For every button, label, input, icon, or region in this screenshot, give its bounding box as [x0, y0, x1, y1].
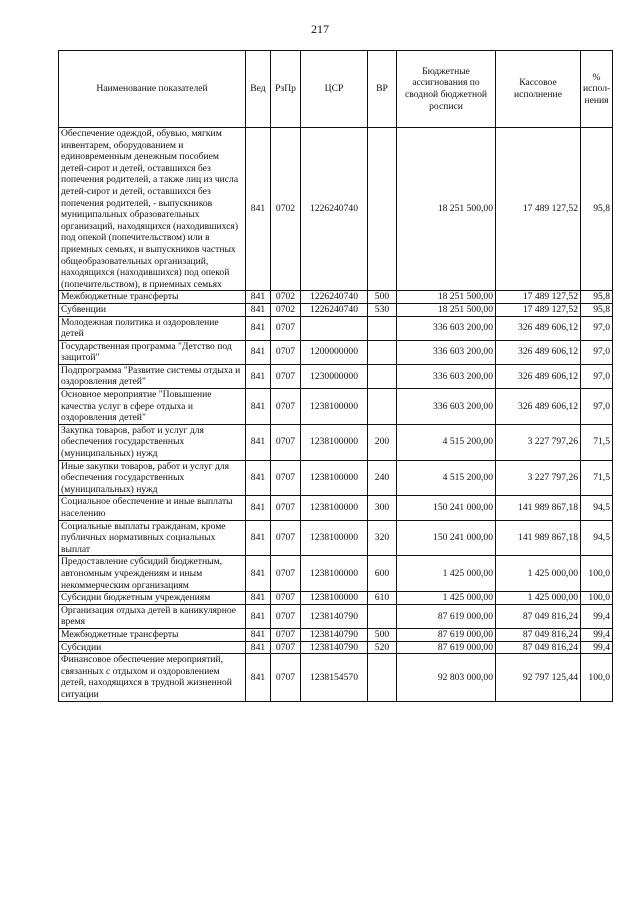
cell-name: Закупка товаров, работ и услуг для обеспечения государственных (муниципальных) нужд — [59, 424, 246, 460]
table-header — [59, 51, 613, 128]
cell-rzpr: 0702 — [271, 303, 301, 316]
table-row — [59, 604, 613, 628]
cell-cash: 326 489 606,12 — [496, 340, 581, 364]
cell-vr — [368, 604, 397, 628]
header-csr: ЦСР — [301, 51, 368, 128]
cell-budget: 336 603 200,00 — [397, 389, 496, 425]
cell-vr — [368, 654, 397, 701]
cell-csr: 1238154570 — [301, 654, 368, 701]
cell-rzpr: 0707 — [271, 628, 301, 641]
cell-name: Субвенции — [59, 303, 246, 316]
table-row — [59, 424, 613, 460]
table-row — [59, 628, 613, 641]
cell-cash: 1 425 000,00 — [496, 556, 581, 592]
cell-vr: 610 — [368, 592, 397, 605]
cell-ved: 841 — [246, 496, 271, 520]
cell-pct: 95,8 — [581, 303, 613, 316]
cell-csr: 1238100000 — [301, 460, 368, 496]
cell-vr — [368, 389, 397, 425]
cell-cash: 3 227 797,26 — [496, 460, 581, 496]
cell-budget: 4 515 200,00 — [397, 460, 496, 496]
cell-name: Иные закупки товаров, работ и услуг для обеспечения государственных (муниципальных) нужд — [59, 460, 246, 496]
cell-budget: 336 603 200,00 — [397, 364, 496, 388]
cell-rzpr: 0707 — [271, 641, 301, 654]
cell-name: Межбюджетные трансферты — [59, 291, 246, 304]
cell-csr: 1226240740 — [301, 128, 368, 291]
cell-rzpr: 0707 — [271, 654, 301, 701]
cell-ved: 841 — [246, 291, 271, 304]
cell-budget: 1 425 000,00 — [397, 556, 496, 592]
cell-vr: 530 — [368, 303, 397, 316]
cell-cash: 92 797 125,44 — [496, 654, 581, 701]
cell-pct: 95,8 — [581, 128, 613, 291]
cell-pct: 100,0 — [581, 654, 613, 701]
cell-rzpr: 0707 — [271, 520, 301, 556]
cell-csr: 1226240740 — [301, 303, 368, 316]
cell-ved: 841 — [246, 364, 271, 388]
cell-vr: 300 — [368, 496, 397, 520]
cell-ved: 841 — [246, 303, 271, 316]
cell-cash: 87 049 816,24 — [496, 628, 581, 641]
header-budget: Бюджетные ассигнования по сводной бюджетной росписи — [397, 51, 496, 128]
cell-name: Подпрограмма "Развитие системы отдыха и оздоровления детей" — [59, 364, 246, 388]
header-ved: Вед — [246, 51, 271, 128]
cell-vr: 200 — [368, 424, 397, 460]
cell-rzpr: 0707 — [271, 556, 301, 592]
cell-rzpr: 0707 — [271, 604, 301, 628]
cell-ved: 841 — [246, 520, 271, 556]
budget-table — [58, 50, 613, 702]
cell-vr: 520 — [368, 641, 397, 654]
table-row — [59, 592, 613, 605]
cell-pct: 99,4 — [581, 641, 613, 654]
cell-ved: 841 — [246, 628, 271, 641]
cell-budget: 87 619 000,00 — [397, 604, 496, 628]
cell-name: Межбюджетные трансферты — [59, 628, 246, 641]
cell-vr: 500 — [368, 628, 397, 641]
cell-pct: 71,5 — [581, 460, 613, 496]
cell-rzpr: 0707 — [271, 340, 301, 364]
cell-csr: 1230000000 — [301, 364, 368, 388]
cell-ved: 841 — [246, 604, 271, 628]
cell-ved: 841 — [246, 340, 271, 364]
header-pct: % испол-нения — [581, 51, 613, 128]
cell-vr — [368, 128, 397, 291]
cell-cash: 3 227 797,26 — [496, 424, 581, 460]
cell-ved: 841 — [246, 389, 271, 425]
cell-cash: 17 489 127,52 — [496, 303, 581, 316]
header-rzpr: РзПр — [271, 51, 301, 128]
cell-budget: 1 425 000,00 — [397, 592, 496, 605]
table-row — [59, 654, 613, 701]
cell-csr: 1200000000 — [301, 340, 368, 364]
cell-cash: 17 489 127,52 — [496, 291, 581, 304]
cell-csr: 1226240740 — [301, 291, 368, 304]
cell-pct: 99,4 — [581, 628, 613, 641]
cell-name: Социальные выплаты гражданам, кроме публичных нормативных социальных выплат — [59, 520, 246, 556]
table-row — [59, 291, 613, 304]
cell-cash: 87 049 816,24 — [496, 641, 581, 654]
table-row — [59, 460, 613, 496]
cell-budget: 87 619 000,00 — [397, 641, 496, 654]
cell-pct: 100,0 — [581, 592, 613, 605]
cell-ved: 841 — [246, 556, 271, 592]
cell-pct: 71,5 — [581, 424, 613, 460]
cell-rzpr: 0707 — [271, 316, 301, 340]
table-row — [59, 556, 613, 592]
table-row — [59, 316, 613, 340]
cell-ved: 841 — [246, 460, 271, 496]
cell-budget: 336 603 200,00 — [397, 316, 496, 340]
table-row — [59, 340, 613, 364]
cell-rzpr: 0702 — [271, 291, 301, 304]
table-row — [59, 389, 613, 425]
table-row — [59, 128, 613, 291]
cell-name: Социальное обеспечение и иные выплаты населению — [59, 496, 246, 520]
cell-pct: 97,0 — [581, 316, 613, 340]
cell-budget: 336 603 200,00 — [397, 340, 496, 364]
cell-pct: 94,5 — [581, 496, 613, 520]
cell-ved: 841 — [246, 654, 271, 701]
cell-ved: 841 — [246, 424, 271, 460]
cell-budget: 92 803 000,00 — [397, 654, 496, 701]
cell-budget: 150 241 000,00 — [397, 496, 496, 520]
cell-cash: 141 989 867,18 — [496, 520, 581, 556]
cell-vr — [368, 340, 397, 364]
cell-cash: 1 425 000,00 — [496, 592, 581, 605]
table-row — [59, 303, 613, 316]
cell-csr: 1238100000 — [301, 424, 368, 460]
cell-csr: 1238100000 — [301, 592, 368, 605]
cell-pct: 97,0 — [581, 389, 613, 425]
cell-cash: 87 049 816,24 — [496, 604, 581, 628]
cell-cash: 141 989 867,18 — [496, 496, 581, 520]
cell-cash: 326 489 606,12 — [496, 389, 581, 425]
cell-name: Субсидии бюджетным учреждениям — [59, 592, 246, 605]
cell-name: Обеспечение одеждой, обувью, мягким инвентарем, оборудованием и единовременным денежным пособием детей-сирот и детей, оставшихся без попечения родителей, а также лиц из числа детей-сирот и детей, оставшихся без попечения родителей, - выпускников муниципальных образовательных организаций, находящихся (находившихся) под опекой (попечительством) или в приемных семьях, и выпускников частных общеобразовательных организаций, находящихся (находившихся) под опекой (попечительством), в приемных семьях — [59, 128, 246, 291]
cell-vr: 600 — [368, 556, 397, 592]
cell-name: Финансовое обеспечение мероприятий, связанных с отдыхом и оздоровлением детей, находящихся в трудной жизненной ситуации — [59, 654, 246, 701]
cell-pct: 95,8 — [581, 291, 613, 304]
cell-vr: 500 — [368, 291, 397, 304]
cell-pct: 97,0 — [581, 340, 613, 364]
cell-csr: 1238140790 — [301, 604, 368, 628]
cell-cash: 17 489 127,52 — [496, 128, 581, 291]
cell-csr: 1238100000 — [301, 520, 368, 556]
cell-csr: 1238140790 — [301, 628, 368, 641]
cell-budget: 4 515 200,00 — [397, 424, 496, 460]
table-row — [59, 520, 613, 556]
cell-budget: 18 251 500,00 — [397, 128, 496, 291]
cell-rzpr: 0707 — [271, 389, 301, 425]
cell-cash: 326 489 606,12 — [496, 316, 581, 340]
cell-name: Молодежная политика и оздоровление детей — [59, 316, 246, 340]
cell-name: Субсидии — [59, 641, 246, 654]
header-cash: Кассовое исполнение — [496, 51, 581, 128]
table-row — [59, 364, 613, 388]
header-vr: ВР — [368, 51, 397, 128]
page-number: 217 — [311, 22, 329, 36]
cell-name: Государственная программа "Детство под защитой" — [59, 340, 246, 364]
cell-pct: 99,4 — [581, 604, 613, 628]
cell-rzpr: 0707 — [271, 364, 301, 388]
cell-csr: 1238100000 — [301, 496, 368, 520]
cell-ved: 841 — [246, 641, 271, 654]
cell-csr: 1238100000 — [301, 556, 368, 592]
cell-ved: 841 — [246, 128, 271, 291]
cell-csr: 1238140790 — [301, 641, 368, 654]
cell-cash: 326 489 606,12 — [496, 364, 581, 388]
cell-vr: 240 — [368, 460, 397, 496]
cell-budget: 150 241 000,00 — [397, 520, 496, 556]
cell-vr — [368, 364, 397, 388]
cell-budget: 18 251 500,00 — [397, 303, 496, 316]
cell-vr: 320 — [368, 520, 397, 556]
cell-name: Организация отдыха детей в каникулярное время — [59, 604, 246, 628]
cell-name: Предоставление субсидий бюджетным, автономным учреждениям и иным некоммерческим организациям — [59, 556, 246, 592]
table-row — [59, 641, 613, 654]
cell-ved: 841 — [246, 316, 271, 340]
cell-rzpr: 0707 — [271, 460, 301, 496]
cell-budget: 87 619 000,00 — [397, 628, 496, 641]
cell-rzpr: 0707 — [271, 592, 301, 605]
cell-rzpr: 0702 — [271, 128, 301, 291]
cell-pct: 97,0 — [581, 364, 613, 388]
cell-vr — [368, 316, 397, 340]
cell-csr — [301, 316, 368, 340]
cell-csr: 1238100000 — [301, 389, 368, 425]
header-name: Наименование показателей — [59, 51, 246, 128]
table-row — [59, 496, 613, 520]
cell-ved: 841 — [246, 592, 271, 605]
cell-name: Основное мероприятие "Повышение качества услуг в сфере отдыха и оздоровления детей" — [59, 389, 246, 425]
cell-pct: 94,5 — [581, 520, 613, 556]
cell-rzpr: 0707 — [271, 496, 301, 520]
cell-rzpr: 0707 — [271, 424, 301, 460]
cell-pct: 100,0 — [581, 556, 613, 592]
cell-budget: 18 251 500,00 — [397, 291, 496, 304]
